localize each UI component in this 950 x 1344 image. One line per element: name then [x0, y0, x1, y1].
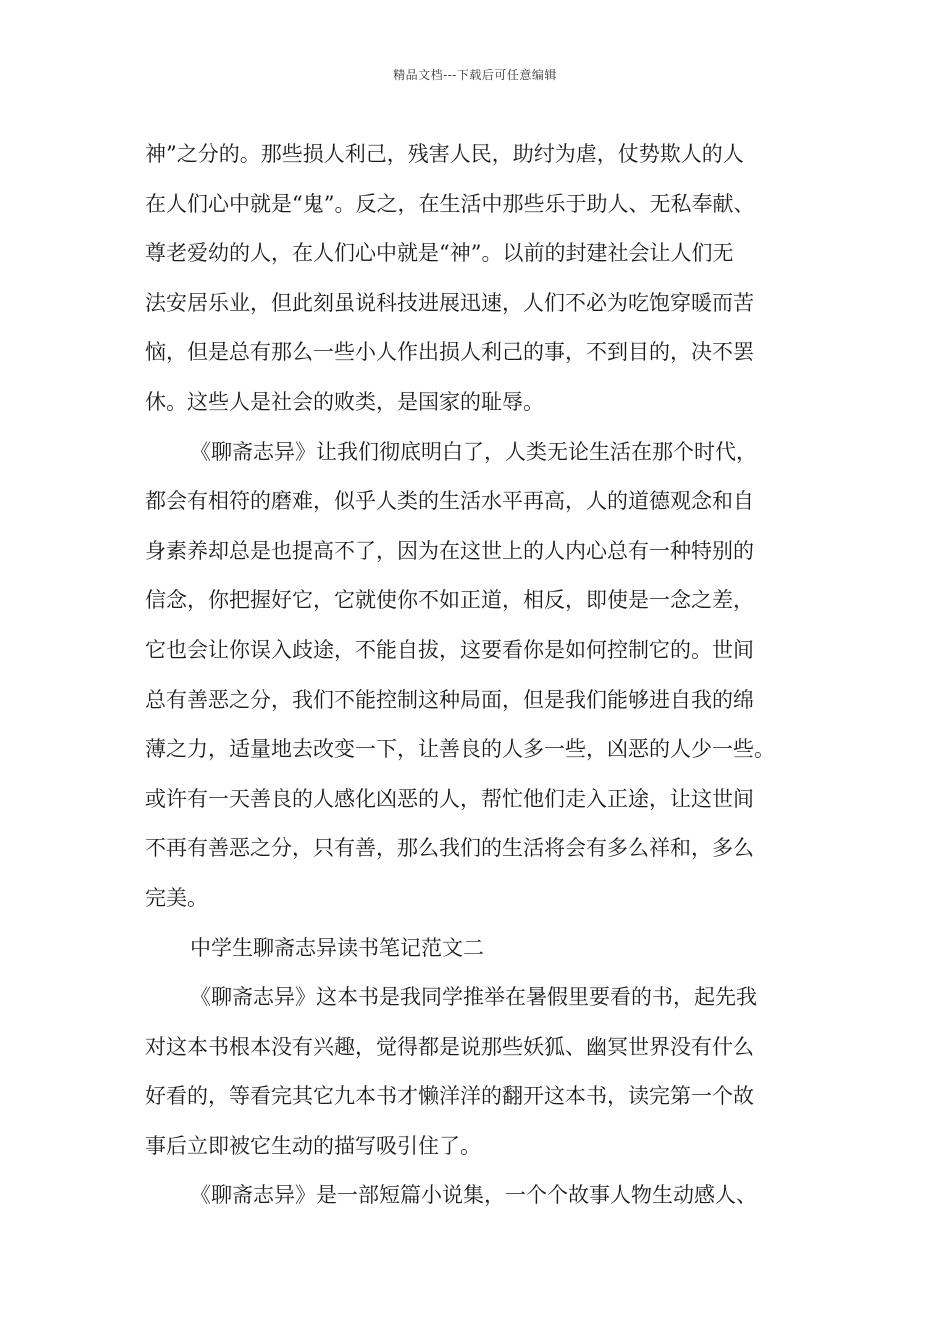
text-line: 都会有相符的磨难，似乎人类的生活水平再高，人的道德观念和自 — [145, 489, 754, 514]
text-line: 恼，但是总有那么一些小人作出损人利己的事，不到目的，决不罢 — [145, 340, 754, 365]
text-line: 休。这些人是社会的败类，是国家的耻辱。 — [145, 389, 544, 414]
text-line: 在人们心中就是“鬼”。反之，在生活中那些乐于助人、无私奉献、 — [145, 191, 755, 216]
text-line: 神”之分的。那些损人利己，残害人民，助纣为虐，仗势欺人的人 — [145, 142, 744, 166]
text-line: 尊老爱幼的人，在人们心中就是“神”。以前的封建社会让人们无 — [145, 241, 734, 266]
paragraph-start-line: 《聊斋志异》是一部短篇小说集，一个个故事人物生动感人、 — [190, 1183, 757, 1208]
page-header: 精品文档---下载后可任意编辑 — [393, 68, 557, 82]
text-line: 对这本书根本没有兴趣，觉得都是说那些妖狐、幽冥世界没有什么 — [145, 1034, 754, 1059]
text-line: 完美。 — [145, 885, 208, 910]
text-line: 信念，你把握好它，它就使你不如正道，相反，即使是一念之差， — [145, 588, 754, 613]
paragraph-start-line: 《聊斋志异》让我们彻底明白了，人类无论生活在那个时代， — [190, 439, 757, 464]
document-body — [145, 130, 835, 1221]
text-line: 身素养却总是也提高不了，因为在这世上的人内心总有一种特别的 — [145, 538, 754, 563]
text-line: 事后立即被它生动的描写吸引住了。 — [145, 1133, 481, 1158]
text-line: 总有善恶之分，我们不能控制这种局面，但是我们能够进自我的绵 — [145, 687, 754, 712]
section-heading: 中学生聊斋志异读书笔记范文二 — [190, 935, 484, 960]
paragraph-start-line: 《聊斋志异》这本书是我同学推举在暑假里要看的书，起先我 — [190, 985, 757, 1010]
text-line: 好看的，等看完其它九本书才懒洋洋的翻开这本书，读完第一个故 — [145, 1084, 754, 1109]
text-line: 法安居乐业，但此刻虽说科技进展迅速，人们不必为吃饱穿暖而苦 — [145, 290, 754, 315]
text-line: 不再有善恶之分，只有善，那么我们的生活将会有多么祥和，多么 — [145, 836, 754, 861]
text-line: 薄之力，适量地去改变一下，让善良的人多一些，凶恶的人少一些。 — [145, 737, 775, 762]
text-line: 或许有一天善良的人感化凶恶的人，帮忙他们走入正途，让这世间 — [145, 786, 754, 811]
text-line: 它也会让你误入歧途，不能自拔，这要看你是如何控制它的。世间 — [145, 637, 754, 662]
